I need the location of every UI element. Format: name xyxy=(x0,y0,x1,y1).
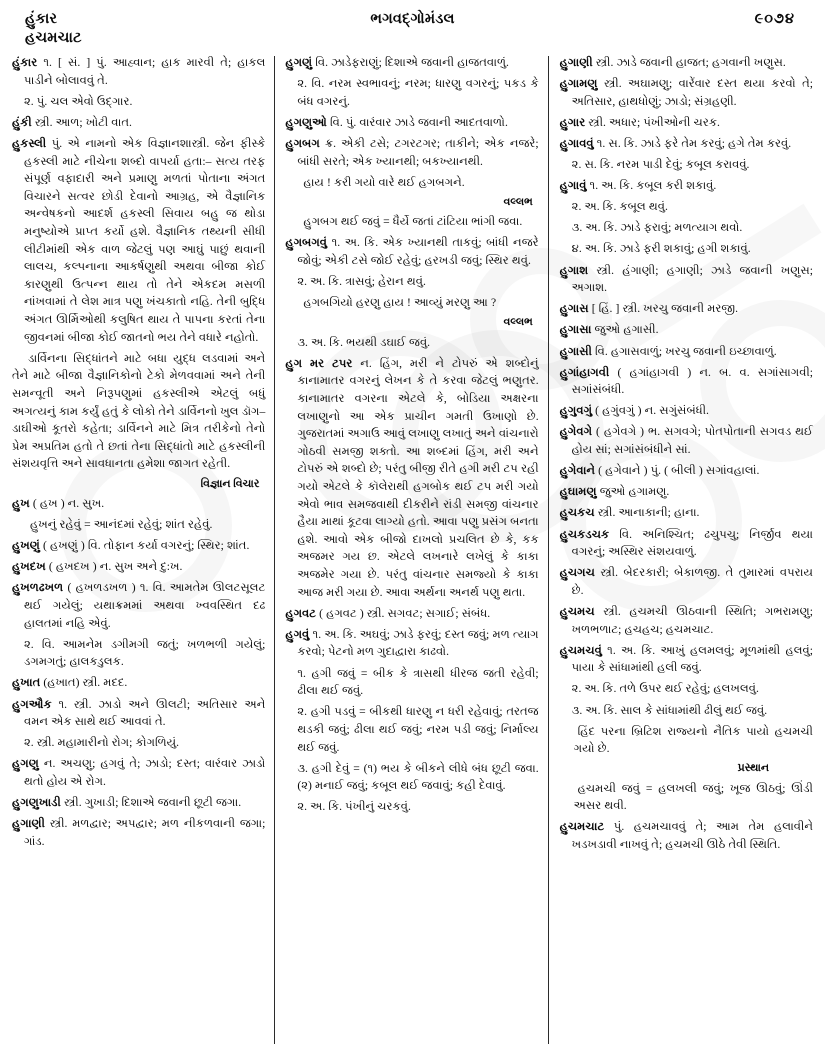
entry-definition: ( હગેવાને ) પું. ( બીલી ) સગાંવહાલાં. xyxy=(595,464,760,478)
dictionary-entry xyxy=(285,355,538,602)
entry-definition: ૧. [ સં. ] પું. આહ્વાન; હાક મારવી તે; હાકલ પાડીને બોલાવવું તે. xyxy=(24,56,266,87)
entry-definition: ન. અચણુ; હગવું તે; ઝાડો; દસ્ત; વારંવાર ઝાડો થતો હોય એ રોગ. xyxy=(24,757,266,788)
entry-headword: હુગવું xyxy=(285,627,310,641)
entry-headword: હુચમચ xyxy=(559,604,595,618)
entry-headword: હુગવટ xyxy=(285,606,317,620)
column-three xyxy=(549,54,813,1054)
dictionary-entry xyxy=(560,262,813,297)
entry-headword: હુગુવગું xyxy=(559,404,593,418)
entry-headword: હુગણુઓ xyxy=(285,115,327,129)
dictionary-entry xyxy=(560,114,813,132)
entry-continuation: ડાર્વિનના સિદ્ધાંતને માટે બધા યુદ્ધ લડવામાં અને તેને માટે બીજા વૈજ્ઞાનિકોનો ટેકો મેળવવામાં અને તેની સમન્વૂતી અને નિરૂપણુમાં હકસ્લીએ એટલું બધું અગત્યનું કામ કર્યું હતું કે લોકો તેને ડાર્વિનનો ખુલ ડૉગ–ડાઘીઓ કૂતરો કહેતા; ડાર્વિનને માટે મિત્ર તરીકેનો તેનો પ્રેમ અપ્રતિમ હતો તે છતાં તેના સિદ્ધાંતો માટે હકસ્લીની સંશયવૃત્તિ અને સાવધાનતા હમેશા જાગત રહેતી. xyxy=(12,351,266,471)
entry-headword: હુગાર xyxy=(559,115,586,129)
entry-headword: હુગાવું xyxy=(559,179,587,193)
entry-headword: હુચમચવું xyxy=(559,643,602,657)
entry-headword: હુગામણુ xyxy=(559,77,598,91)
entry-definition: ૧. અ. કિ. કબૂલ કરી શકાવું. xyxy=(586,179,717,193)
column-one xyxy=(12,54,274,1054)
running-head xyxy=(12,10,813,54)
entry-sense: ૨. વિ. આમનેમ ડગીમગી જતું; ખળભળી ગયેલું; ડગમગતું; હાલકડુલક. xyxy=(24,637,266,669)
dictionary-entry xyxy=(285,54,538,72)
dictionary-entry xyxy=(12,495,265,513)
dictionary-entry xyxy=(12,579,265,632)
entry-idiom-phrase: હાય ! કરી ગયો વારે થઈ હગબગને. xyxy=(303,175,465,189)
entry-headword: હુગાણી xyxy=(559,56,593,69)
dictionary-entry xyxy=(560,564,813,599)
dictionary-entry xyxy=(12,558,265,576)
running-head-left-catchword-2: હચમચાટ xyxy=(25,30,82,46)
dictionary-entry xyxy=(560,75,813,110)
entry-headword: હુકસ્લી xyxy=(12,136,47,150)
entry-headword: હુખદખ xyxy=(12,560,46,574)
entry-definition: સ્ત્રી. આનાકાની; હાના. xyxy=(594,506,700,520)
entry-sense: ૩. અ. કિ. સાલ કે સાંધામાંથી ઢીલું થઈ જવું. xyxy=(571,703,768,717)
entry-sense: ૨. સ. કિ. નરમ પાડી દેવું; કબૂલ કરાવવું. xyxy=(571,158,750,172)
dictionary-entry xyxy=(12,794,265,812)
entry-sense: ૩. હગી દેવું = (૧) ભય કે બીકને લીધે બંધ છૂટી જવા. (૨) મનાઈ જવું; કબૂલ થઈ જવાવું; કહી દેવાવું. xyxy=(297,761,539,793)
entry-idiom-phrase: હુખનું રહેવું = આનંદમાં રહેવું; શાંત રહેવું. xyxy=(30,518,213,532)
entry-definition: ( હખદખ ) ન. સુખ અને દુ:ખ. xyxy=(45,560,183,574)
entry-idiom-phrase: હગબગિયો હરણુ હાય ! આવ્યું મરણુ આ ? xyxy=(303,296,497,310)
source-citation: વલ્લભ xyxy=(503,316,533,329)
dictionary-entry xyxy=(12,815,265,850)
entry-sense: ૨. હગી પડવું = બીકથી ધારણુ ન ધરી રહેવાવું; તરતજ થડકી જવું; ઢીલા થઈ જવું; નરમ પડી જવું; નિર્માલ્ય થઈ જવું. xyxy=(297,705,539,754)
entry-definition: વિ. ઝાડેફરાણું; દિશાએ જવાની હાજતવાળું. xyxy=(312,56,509,69)
dictionary-entry xyxy=(12,537,265,555)
entry-definition: વિ. હગાસવાળું; ખરચુ જવાની ઇચ્છાવાળું. xyxy=(591,344,777,358)
entry-headword: હુગણુ xyxy=(12,757,39,771)
dictionary-entry xyxy=(12,135,265,346)
entry-definition: સ્ત્રી. ઝાડે જવાની હાજત; હગવાની ખણુસ. xyxy=(592,56,786,69)
column-two xyxy=(275,54,547,1054)
entry-definition: સ્ત્રી. હચમચી ઊઠવાની સ્થિતિ; ગભરામણુ; ખળભળાટ; હચહચ; હચમચાટ. xyxy=(571,604,813,636)
dictionary-entry xyxy=(12,114,265,132)
entry-headword: હુચકડચક xyxy=(559,527,610,541)
entry-sense: ૨. અ. કિ. પંખીનું ચરકવું. xyxy=(297,800,411,814)
entry-sense: ૨. અ. કિ. ત્રાસવું; હેરાન થવું. xyxy=(297,275,426,288)
dictionary-entry xyxy=(560,177,813,195)
entry-definition: સ્ત્રી. ગુખાડી; દિશાએ જવાની છૂટી જગા. xyxy=(60,796,242,810)
entry-definition: ૧. અ. કિ. એક ખ્યાનથી તાકવું; બાંધી નજરે જોવું; એકી ટસે જોઈ રહેવું; હરખડી જવું; સ્થિર થવું. xyxy=(297,236,539,267)
entry-headword: હુંકી xyxy=(12,115,32,129)
entry-headword: હુઘામણુ xyxy=(559,485,597,499)
entry-definition: ( હગવટ ) સ્ત્રી. સગવટ; સગાઈ; સંબંધ. xyxy=(316,606,491,620)
running-head-left-catchword: હુંકાર xyxy=(25,11,58,27)
entry-sense: ૩. અ. કિ. ભયથી ડઘાઈ જવું. xyxy=(297,335,431,349)
entry-definition: જુઓ હગાસી. xyxy=(591,323,659,337)
entry-sense: ૧. હગી જવું = બીક કે ત્રાસથી ધીરજ જતી રહેવી; ઢીલા થઈ જવું. xyxy=(297,666,539,698)
entry-definition: વિ. અનિશ્ચિત; ઢચુપચુ; નિર્જીવ થયા વગરનું; અસ્થિર સંશયવાળું. xyxy=(571,527,813,559)
entry-definition: ( હગુંવગું ) ન. સગુંસંબંધી. xyxy=(592,404,709,418)
entry-definition: ( હખળડખળ ) ૧. વિ. આમતેમ ઊલટસૂલટ થઈ ગયેલું; યથાક્રમમાં અથવા ખ્વવસ્થિત દઢ હાલતમાં નહિ એવું. xyxy=(24,581,266,630)
dictionary-entry xyxy=(560,603,813,638)
entry-sense: ૨. સ્ત્રી. મહામારીનો રોગ; કોગળિયું. xyxy=(24,736,180,750)
source-citation: વિજ્ઞાન વિચાર xyxy=(200,477,260,490)
entry-sense: ૨. અ. કિ. તળે ઉપર થઈ રહેવું; હલખલવું. xyxy=(571,682,759,696)
entry-idiom-phrase: હુગબગ થઈ જવું = ધૈર્યે જતાં ટાંટિયા ભાંગી જવા. xyxy=(303,215,523,229)
entry-definition: [ હિં. ] સ્ત્રી. ખરચુ જવાની મરજી. xyxy=(588,302,739,316)
entry-idiom-phrase: હિંદ પરના બ્રિટિશ રાજ્યનો નૈતિક પાયો હચમચી ગયો છે. xyxy=(573,724,813,756)
entry-sense: ૨. અ. કિ. કબૂલ થવું. xyxy=(571,200,668,214)
dictionary-entry xyxy=(12,54,265,89)
dictionary-entry xyxy=(560,526,813,561)
entry-definition: સ્ત્રી. મળદ્વાર; અપદ્વાર; મળ નીકળવાની જગા; ગાંડ. xyxy=(24,817,266,848)
dictionary-entry xyxy=(560,54,813,72)
dictionary-entry xyxy=(285,234,538,269)
entry-headword: હુખળઢખળ xyxy=(12,581,64,595)
entry-definition: સ્ત્રી. અધાર; પંખીઓની ચરક. xyxy=(585,115,720,129)
dictionary-entry xyxy=(12,755,265,790)
entry-definition: ક્ર. એકી ટસે; ટગરટગર; તાકીને; એક નજરે; બાંધી સરતે; એક ખ્યાનથી; બકખ્યાનથી. xyxy=(297,136,539,168)
dictionary-entry xyxy=(285,626,538,661)
entry-headword: હુગ મર ટપર xyxy=(285,356,353,370)
entry-headword: હુખ xyxy=(12,496,30,510)
dictionary-entry xyxy=(560,462,813,480)
dictionary-entry xyxy=(12,696,265,731)
entry-sense: ૨. પું. ચલ એવો ઉદ્‌ગાર. xyxy=(24,94,133,108)
entry-definition: જુઓ હગામણુ. xyxy=(596,485,670,499)
entry-definition: ( હખ ) ન. સુખ. xyxy=(29,496,105,510)
page-title: ભગવદ્ગોમંડલ xyxy=(370,11,455,27)
entry-headword: હુગાશ xyxy=(559,263,589,277)
entry-sense: ૨. વિ. નરમ સ્વભાવનું; નરમ; ધારણુ વગરનું; પકડ કે બંધ વગરનું. xyxy=(297,77,539,108)
entry-headword: હુગાણી xyxy=(12,817,45,831)
dictionary-entry xyxy=(560,483,813,501)
entry-definition: સ્ત્રી. બેદરકારી; બેકાળજી. તે તુમારમાં વપરાય છે. xyxy=(571,566,813,597)
entry-headword: હુચમચાટ xyxy=(559,820,605,834)
dictionary-entry xyxy=(285,605,538,623)
entry-headword: હુગણું xyxy=(285,56,313,69)
entry-definition: વિ. પું. વારંવાર ઝાડે જવાની આદતવાળો. xyxy=(326,115,508,129)
entry-definition: ૧. સ. કિ. ઝાડે ફરે તેમ કરવું; હગે તેમ કરવું. xyxy=(593,136,792,150)
entry-definition: પું. એ નામનો એક વિજ્ઞાનશાસ્ત્રી. જેન ફીસ્કે હકસ્લી માટે નીચેના શબ્દો વાપર્યા હતા:– સત્ય તરફ સંપૂર્ણ વફાદારી અને પ્રમાણુ મળતાં પોતાના અંગત વિચારને સત્વર છોડી દેવાનો આગ્રહ, એ વૈજ્ઞાનિક અન્વેષકનો આદર્શ હકસ્લી સિવાય બહુ જ થોડા મનુષ્યોએ પ્રાપ્ત કર્યો હશે. વૈજ્ઞાનિક તથ્યની સીધી લીટીમાંથી એક વાળ જેટલું પણ આઘું પાછું થવાની લાલચ, કલ્પનાના આકર્ષણુથી અથવા બીજા કોઈ કારણુથી ઉત્પન્ન થાય તો તેને એકદમ મસળી નાંખવામાં તે લેશ માત્ર પણુ ખંચકાતો નહિ. તેની બુદ્ધિ અંગત ઊર્મિઓથી કલુષિત થાય તે પાપના કરતાં તેના જીવનમાં બીજા કોઈ જાતનો ભય તેને વધારે નહોતો. xyxy=(24,136,266,344)
dictionary-entry xyxy=(560,504,813,522)
dictionary-entry xyxy=(560,423,813,458)
dictionary-entry xyxy=(560,300,813,318)
entry-headword: હુગાસી xyxy=(559,344,592,358)
entry-sense: ૩. અ. કિ. ઝાડે ફરાવું; મળત્યાગ થવો. xyxy=(571,221,743,235)
entry-sense: ૪. અ. કિ. ઝાડે ફરી શકાવું; હગી શકાવું. xyxy=(571,242,751,256)
entry-definition: ૧. અ. કિ. અઘવું; ઝાડે ફરવું; દસ્ત જવું; મળ ત્યાગ કરવો; પેટનો મળ ગુદાદ્વારા કાઢવો. xyxy=(297,627,539,659)
entry-headword: હુખણું xyxy=(12,539,40,553)
text-columns xyxy=(12,54,813,1054)
entry-headword: હુગાસ xyxy=(559,302,589,316)
dictionary-entry xyxy=(560,364,813,399)
dictionary-entry xyxy=(560,402,813,420)
entry-headword: હુખાત xyxy=(12,676,41,690)
entry-headword: હુંકાર xyxy=(12,56,38,69)
entry-headword: હુગેવાને xyxy=(559,464,596,478)
entry-definition: સ્ત્રી. અઘામણુ; વારેંવાર દસ્ત થયા કરવો તે; અતિસાર, હાથધોણું; ઝાડો; સંગ્રહણી. xyxy=(571,77,813,108)
entry-headword: હુચકચ xyxy=(559,506,595,520)
entry-definition: સ્ત્રી. આળ; ખોટી વાત. xyxy=(31,115,132,129)
dictionary-entry xyxy=(560,818,813,853)
entry-idiom-phrase: હચમચી જવું = હલખલી જવું; ખૂજ ઊઠવું; ઊંડી અસર થવી. xyxy=(573,781,813,813)
entry-definition: પું. હચમચાવવું તે; આમ તેમ હલાવીને ખડખડાવી નાખવું તે; હચમચી ઊઠે તેવી સ્થિતિ. xyxy=(571,820,813,852)
entry-definition: ન. હિંગ, મરી ને ટોપરું એ શબ્દોનું કાનામાતર વગરનું લેખન કે તે કરવા જેટલું ભણુતર. કાનામાતર વગરના એટલે કે, બોડિયા અક્ષરના લખાણુનો આ એક પ્રાચીન ગમતી ઉખાણો છે. ગુજરાતમાં અગાઉ આવું લખાણુ લખાતું અને વાંચનારો ગોઠવી સમજી શક્તો. આ શબ્દમાં હિંગ, મરી અને ટોપરું એ શબ્દો છે; પરંતુ બીજી રીતે હગી મરી ટપ રહી ગયો એટલે કે કૉલેરાથી હગબોક થઈ ટપ મરી ગયો એવો ભાવ સમજવાથી દીકરીને રાંડી સમજી વાંચનાર હૈયા માથાં કૂટવા લાગ્યો હતો. આવા પણુ પ્રસંગ બનતા હશે. આવો એક બીજો દાખલો પ્રચલિત છે કે, કક અજમર ગય છ. એટલે લખનારે લખેલું કે કાકા અજમેર ગયા છે. પરંતુ વાંચનાર સમજ્યો કે કાકા આજ મરી ગયા છે. આવા અર્થના અનર્થ પણુ થતા. xyxy=(297,356,539,599)
entry-definition: સ્ત્રી. હંગાણી; હગાણી; ઝાડે જવાની ખણુસ; અગાશ. xyxy=(571,263,813,295)
page-number: ૯૦૭૪ xyxy=(754,11,795,27)
dictionary-entry xyxy=(12,674,265,692)
entry-definition: ૧. અ. કિ. આખું હલમલવું; મૂળમાંથી હલવું; પાયા કે સાંધામાંથી હલી જવું. xyxy=(571,643,813,675)
dictionary-entry xyxy=(560,135,813,153)
dictionary-entry xyxy=(560,642,813,677)
entry-headword: હુગબગ xyxy=(285,136,320,150)
dictionary-entry xyxy=(285,114,538,132)
entry-headword: હુગાંહાગવી xyxy=(559,365,610,379)
entry-definition: ( હગેવગે ) ભ. સગવગે; પોતપોતાની સગવડ થઈ હોય સાં; સગાંસંબંધીને સાં. xyxy=(571,425,813,457)
source-citation: પ્રસ્થાન xyxy=(737,762,769,775)
dictionary-entry xyxy=(285,135,538,170)
source-citation: વલ્લભ xyxy=(503,195,533,208)
entry-definition: (હખાત) સ્ત્રી. મદદ. xyxy=(40,676,128,690)
dictionary-entry xyxy=(560,321,813,339)
entry-headword: હુચગચ xyxy=(559,566,595,580)
entry-headword: હુગણુખાડી xyxy=(12,796,61,810)
entry-definition: ( હખણું ) વિ. તોફાન કર્યા વગરનું; સ્થિર; શાંત. xyxy=(39,539,250,553)
entry-headword: હુગઔક xyxy=(12,697,52,711)
dictionary-entry xyxy=(560,343,813,361)
entry-definition: ૧. સ્ત્રી. ઝાડો અને ઊલટી; અતિસાર અને વમન એક સાથે થઈ આવવાં તે. xyxy=(24,697,266,729)
entry-headword: હુગબગવું xyxy=(285,236,328,250)
entry-definition: ( હગાંહાગવી ) ન. બ. વ. સગાંસાગવી; સગાંસંબંધી. xyxy=(571,365,813,397)
entry-headword: હુગાસા xyxy=(559,323,592,337)
entry-headword: હુગેવગે xyxy=(559,425,593,439)
entry-headword: હુગાવવું xyxy=(559,136,594,150)
